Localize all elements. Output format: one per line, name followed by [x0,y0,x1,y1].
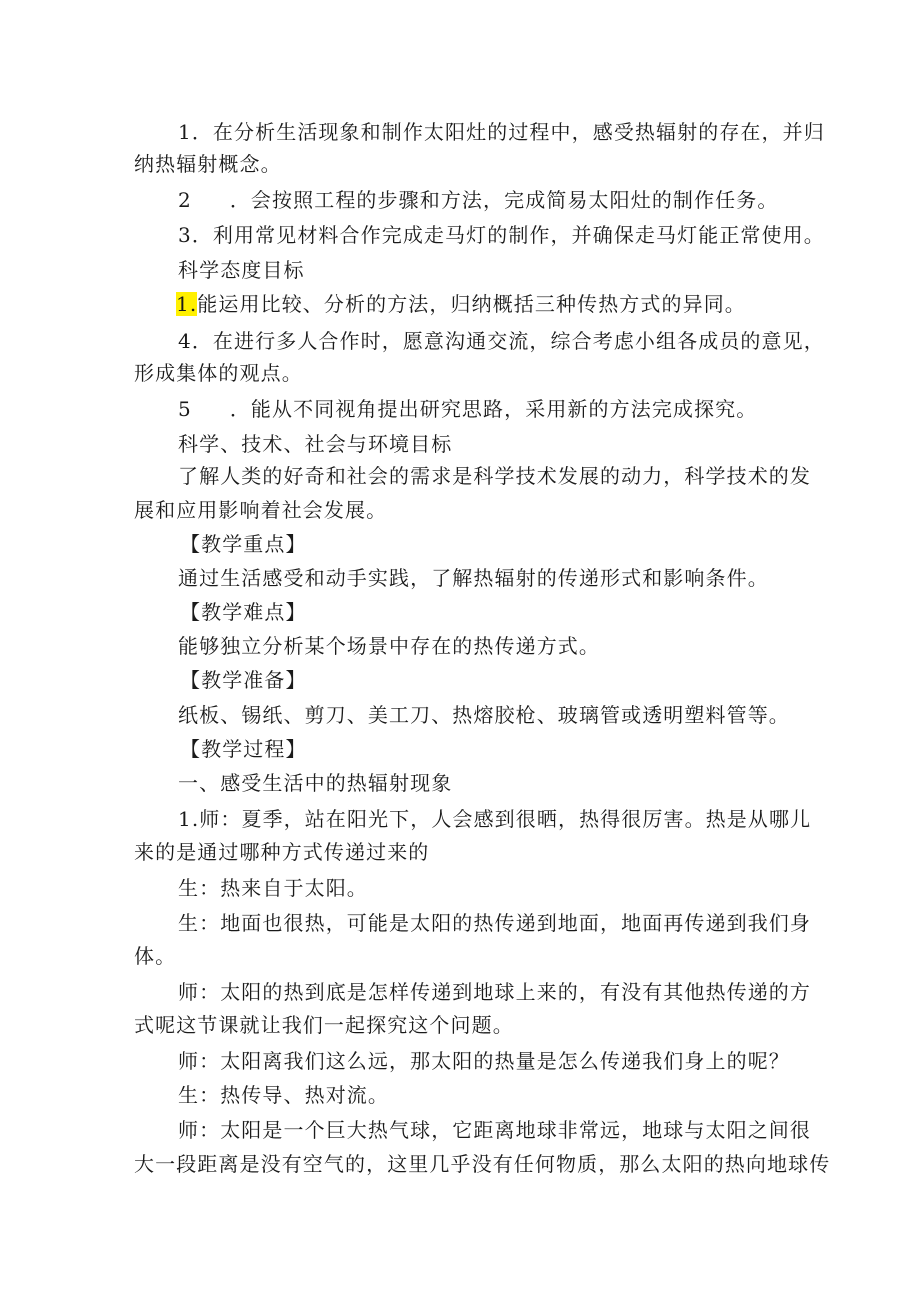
preparation-text [178,701,790,729]
item-text: ．利用常见材料合作完成走马灯的制作，并确保走马灯能正常使用。 [191,223,825,247]
dialogue-line [178,909,811,937]
line-text: 形成集体的观点。 [134,361,303,385]
difficulties-text [178,632,600,660]
item-number: 5 [178,397,192,421]
item-number: 3 [178,223,192,247]
heading-text: 科学态度目标 [178,258,305,282]
line-text: 了解人类的好奇和社会的需求是科学技术发展的动力，科学技术的发 [178,464,811,488]
goal-item-2 [178,186,778,214]
item-text: ．在进行多人合作时，愿意沟通交流，综合考虑小组各成员的意见， [191,329,825,353]
highlighted-number: 1. [176,292,198,316]
item-text: ．能从不同视角提出研究思路，采用新的方法完成探究。 [229,397,758,421]
line-text: 生：热传导、热对流。 [178,1083,389,1107]
heading-preparation [180,666,307,694]
heading-process [180,735,307,763]
dialogue-line-cont [134,1011,514,1039]
line-text: 能够独立分析某个场景中存在的热传递方式。 [178,634,600,658]
attitude-item-4 [178,327,825,355]
goal-item-3 [178,221,825,249]
dialogue-line [178,1047,790,1075]
dialogue-line [178,1081,389,1109]
line-text: 通过生活感受和动手实践，了解热辐射的传递形式和影响条件。 [178,566,769,590]
heading-text: 【教学难点】 [180,600,307,624]
item-number: 4 [178,329,192,353]
line-text: 1.师：夏季，站在阳光下，人会感到很晒，热得很厉害。热是从哪儿 [178,807,812,831]
line-text: 师：太阳的热到底是怎样传递到地球上来的，有没有其他热传递的方 [178,980,811,1004]
line-text: 纳热辐射概念。 [134,152,282,176]
item-text: ．会按照工程的步骤和方法，完成简易太阳灶的制作任务。 [229,188,779,212]
line-text: 生：地面也很热，可能是太阳的热传递到地面，地面再传递到我们身 [178,911,811,935]
item-text: ．在分析生活现象和制作太阳灶的过程中，感受热辐射的存在，并归 [191,120,825,144]
line-text: 纸板、锡纸、剪刀、美工刀、热熔胶枪、玻璃管或透明塑料管等。 [178,703,790,727]
stse-paragraph [178,462,811,490]
dialogue-line [178,978,811,1006]
heading-difficulties [180,598,307,626]
dialogue-line-cont [134,838,429,866]
heading-text: 【教学重点】 [180,532,307,556]
line-text: 师：太阳是一个巨大热气球，它距离地球非常远，地球与太阳之间很 [178,1118,811,1142]
line-text: 生：热来自于太阳。 [178,876,368,900]
item-number: 1 [178,120,192,144]
item-number: 2 [178,188,192,212]
line-text: 体。 [134,944,177,968]
item-text: 能运用比较、分析的方法，归纳概括三种传热方式的异同。 [197,292,746,316]
line-text: 展和应用影响着社会发展。 [134,498,388,522]
key-points-text [178,564,769,592]
heading-text: 科学、技术、社会与环境目标 [178,432,453,456]
goal-item-1 [178,118,825,146]
line-text: 来的是通过哪种方式传递过来的 [134,840,430,864]
goal-item-1-cont [134,150,282,178]
attitude-item-5 [178,395,757,423]
line-text: 师：太阳离我们这么远，那太阳的热量是怎么传递我们身上的呢？ [178,1049,790,1073]
section-heading-stse [178,430,452,458]
dialogue-line [178,805,811,833]
dialogue-line-cont [134,942,176,970]
dialogue-line-cont [134,1150,830,1178]
line-text: 式呢这节课就让我们一起探究这个问题。 [134,1013,514,1037]
heading-key-points [180,530,307,558]
section-heading-attitude [178,256,305,284]
line-text: 大一段距离是没有空气的，这里几乎没有任何物质，那么太阳的热向地球传 [134,1152,831,1176]
dialogue-line [178,1116,811,1144]
line-text: 一、感受生活中的热辐射现象 [178,771,453,795]
heading-text: 【教学准备】 [180,668,307,692]
stse-paragraph-cont [134,496,387,524]
attitude-item-4-cont [134,359,303,387]
attitude-item-1 [176,290,746,318]
dialogue-line [178,874,368,902]
heading-text: 【教学过程】 [180,737,307,761]
process-section-1 [178,769,452,797]
